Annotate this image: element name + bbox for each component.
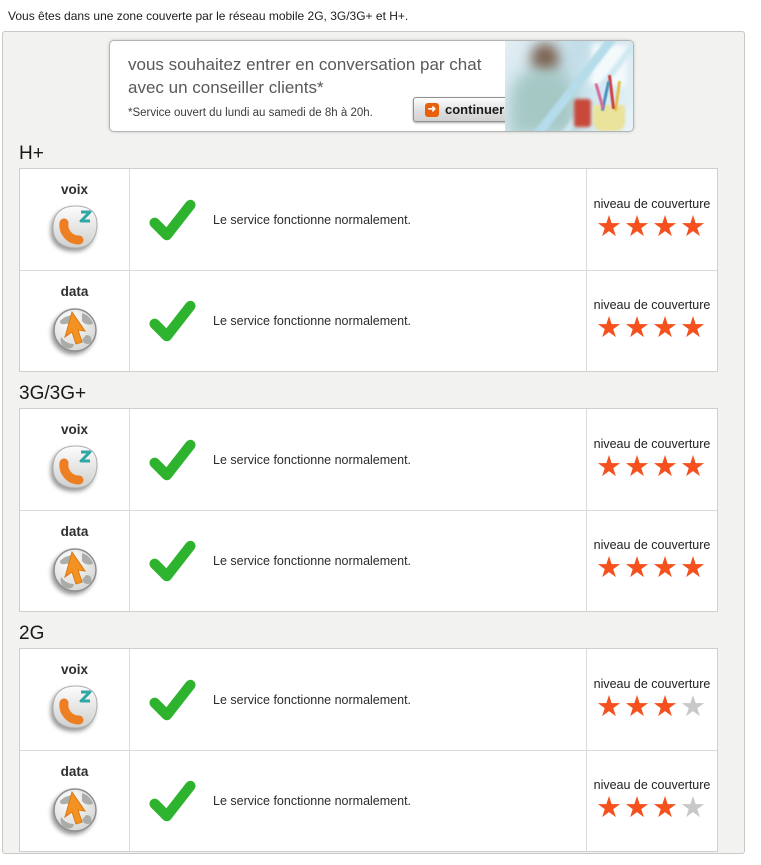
service-row — [20, 510, 717, 611]
banner-photo — [505, 41, 633, 131]
star-icon: ★ — [624, 450, 652, 483]
service-status-cell — [130, 511, 586, 611]
service-row — [20, 169, 717, 270]
coverage-label: niveau de couverture — [593, 778, 711, 792]
service-label: voix — [60, 422, 88, 437]
coverage-label: niveau de couverture — [593, 298, 711, 312]
coverage-label: niveau de couverture — [593, 436, 711, 451]
star-icon: ★ — [680, 450, 708, 483]
service-label-cell — [20, 649, 130, 750]
service-status-cell — [130, 409, 586, 510]
coverage-label: niveau de couverture — [593, 196, 711, 211]
star-icon: ★ — [596, 450, 624, 483]
green-check-icon — [149, 679, 196, 721]
service-status-text: Le service fonctionne normalement. — [213, 794, 412, 808]
star-rating — [596, 313, 708, 344]
green-check-icon — [149, 199, 196, 241]
service-label-cell — [20, 409, 130, 510]
star-icon: ★ — [680, 552, 708, 584]
service-status-text: Le service fonctionne normalement. — [213, 314, 412, 328]
photo-robot-shape — [574, 99, 591, 127]
coverage-cell — [586, 511, 717, 611]
coverage-cell — [586, 271, 717, 371]
green-check-icon — [149, 300, 196, 342]
star-icon: ★ — [596, 312, 624, 344]
service-status-text: Le service fonctionne normalement. — [213, 554, 412, 568]
service-label: voix — [60, 662, 88, 677]
service-table — [19, 648, 718, 852]
photo-pencil-pot-shape — [593, 105, 625, 131]
continue-button[interactable] — [413, 97, 516, 122]
service-row — [20, 649, 717, 750]
service-status-cell — [130, 649, 586, 750]
star-rating — [596, 793, 708, 824]
service-status-cell — [130, 271, 586, 371]
service-status-text: Le service fonctionne normalement. — [213, 212, 412, 227]
phone-icon — [50, 684, 100, 735]
star-rating — [596, 212, 708, 243]
coverage-label: niveau de couverture — [593, 538, 711, 552]
coverage-label: niveau de couverture — [593, 676, 711, 691]
network-section — [3, 383, 744, 612]
service-status-text: Le service fonctionne normalement. — [213, 452, 412, 467]
star-rating — [596, 692, 708, 723]
service-label-cell — [20, 169, 130, 270]
service-label: data — [60, 284, 89, 299]
coverage-cell — [586, 751, 717, 851]
service-row — [20, 750, 717, 851]
coverage-cell — [586, 409, 717, 510]
star-icon: ★ — [624, 792, 652, 824]
star-icon: ★ — [596, 210, 624, 243]
star-icon: ★ — [596, 792, 624, 824]
coverage-cell — [586, 169, 717, 270]
star-icon: ★ — [680, 792, 708, 824]
coverage-intro: Vous êtes dans une zone couverte par le réseau mobile 2G, 3G/3G+ et H+. — [8, 9, 409, 23]
star-icon: ★ — [680, 210, 708, 243]
section-title: 2G — [19, 623, 45, 644]
network-section — [3, 143, 744, 372]
service-label: data — [60, 524, 89, 539]
star-rating — [596, 553, 708, 584]
star-icon: ★ — [652, 210, 680, 243]
star-icon: ★ — [680, 690, 708, 723]
service-label: data — [60, 764, 89, 779]
banner-headline: vous souhaitez entrer en conversation par chat avec un conseiller clients* — [128, 55, 482, 97]
globe-cursor-icon — [51, 786, 99, 839]
service-label-cell — [20, 751, 130, 851]
service-row — [20, 409, 717, 510]
star-icon: ★ — [680, 312, 708, 344]
star-icon: ★ — [596, 552, 624, 584]
orange-arrow-icon: ➜ — [425, 103, 439, 117]
service-status-cell — [130, 169, 586, 270]
service-label: voix — [60, 182, 88, 197]
phone-icon — [50, 444, 100, 495]
green-check-icon — [149, 540, 196, 582]
phone-icon — [50, 204, 100, 255]
service-row — [20, 270, 717, 371]
globe-cursor-icon — [51, 546, 99, 599]
network-sections — [3, 143, 744, 852]
coverage-cell — [586, 649, 717, 750]
service-table — [19, 168, 718, 372]
star-icon: ★ — [652, 792, 680, 824]
banner-footnote: *Service ouvert du lundi au samedi de 8h à 20h. — [128, 107, 373, 119]
star-icon: ★ — [652, 552, 680, 584]
star-icon: ★ — [624, 210, 652, 243]
service-status-cell — [130, 751, 586, 851]
star-icon: ★ — [652, 450, 680, 483]
green-check-icon — [149, 780, 196, 822]
service-label-cell — [20, 271, 130, 371]
green-check-icon — [149, 439, 196, 481]
continue-button-label: continuer — [445, 102, 505, 117]
star-icon: ★ — [652, 690, 680, 723]
service-label-cell — [20, 511, 130, 611]
network-section — [3, 623, 744, 852]
star-icon: ★ — [624, 552, 652, 584]
star-icon: ★ — [652, 312, 680, 344]
star-icon: ★ — [596, 690, 624, 723]
coverage-panel — [2, 31, 745, 854]
section-title: 3G/3G+ — [19, 383, 87, 404]
service-status-text: Le service fonctionne normalement. — [213, 692, 412, 707]
star-icon: ★ — [624, 312, 652, 344]
service-table — [19, 408, 718, 612]
chat-banner — [109, 40, 634, 132]
star-rating — [596, 452, 708, 483]
section-title: H+ — [19, 143, 44, 164]
star-icon: ★ — [624, 690, 652, 723]
globe-cursor-icon — [51, 306, 99, 359]
